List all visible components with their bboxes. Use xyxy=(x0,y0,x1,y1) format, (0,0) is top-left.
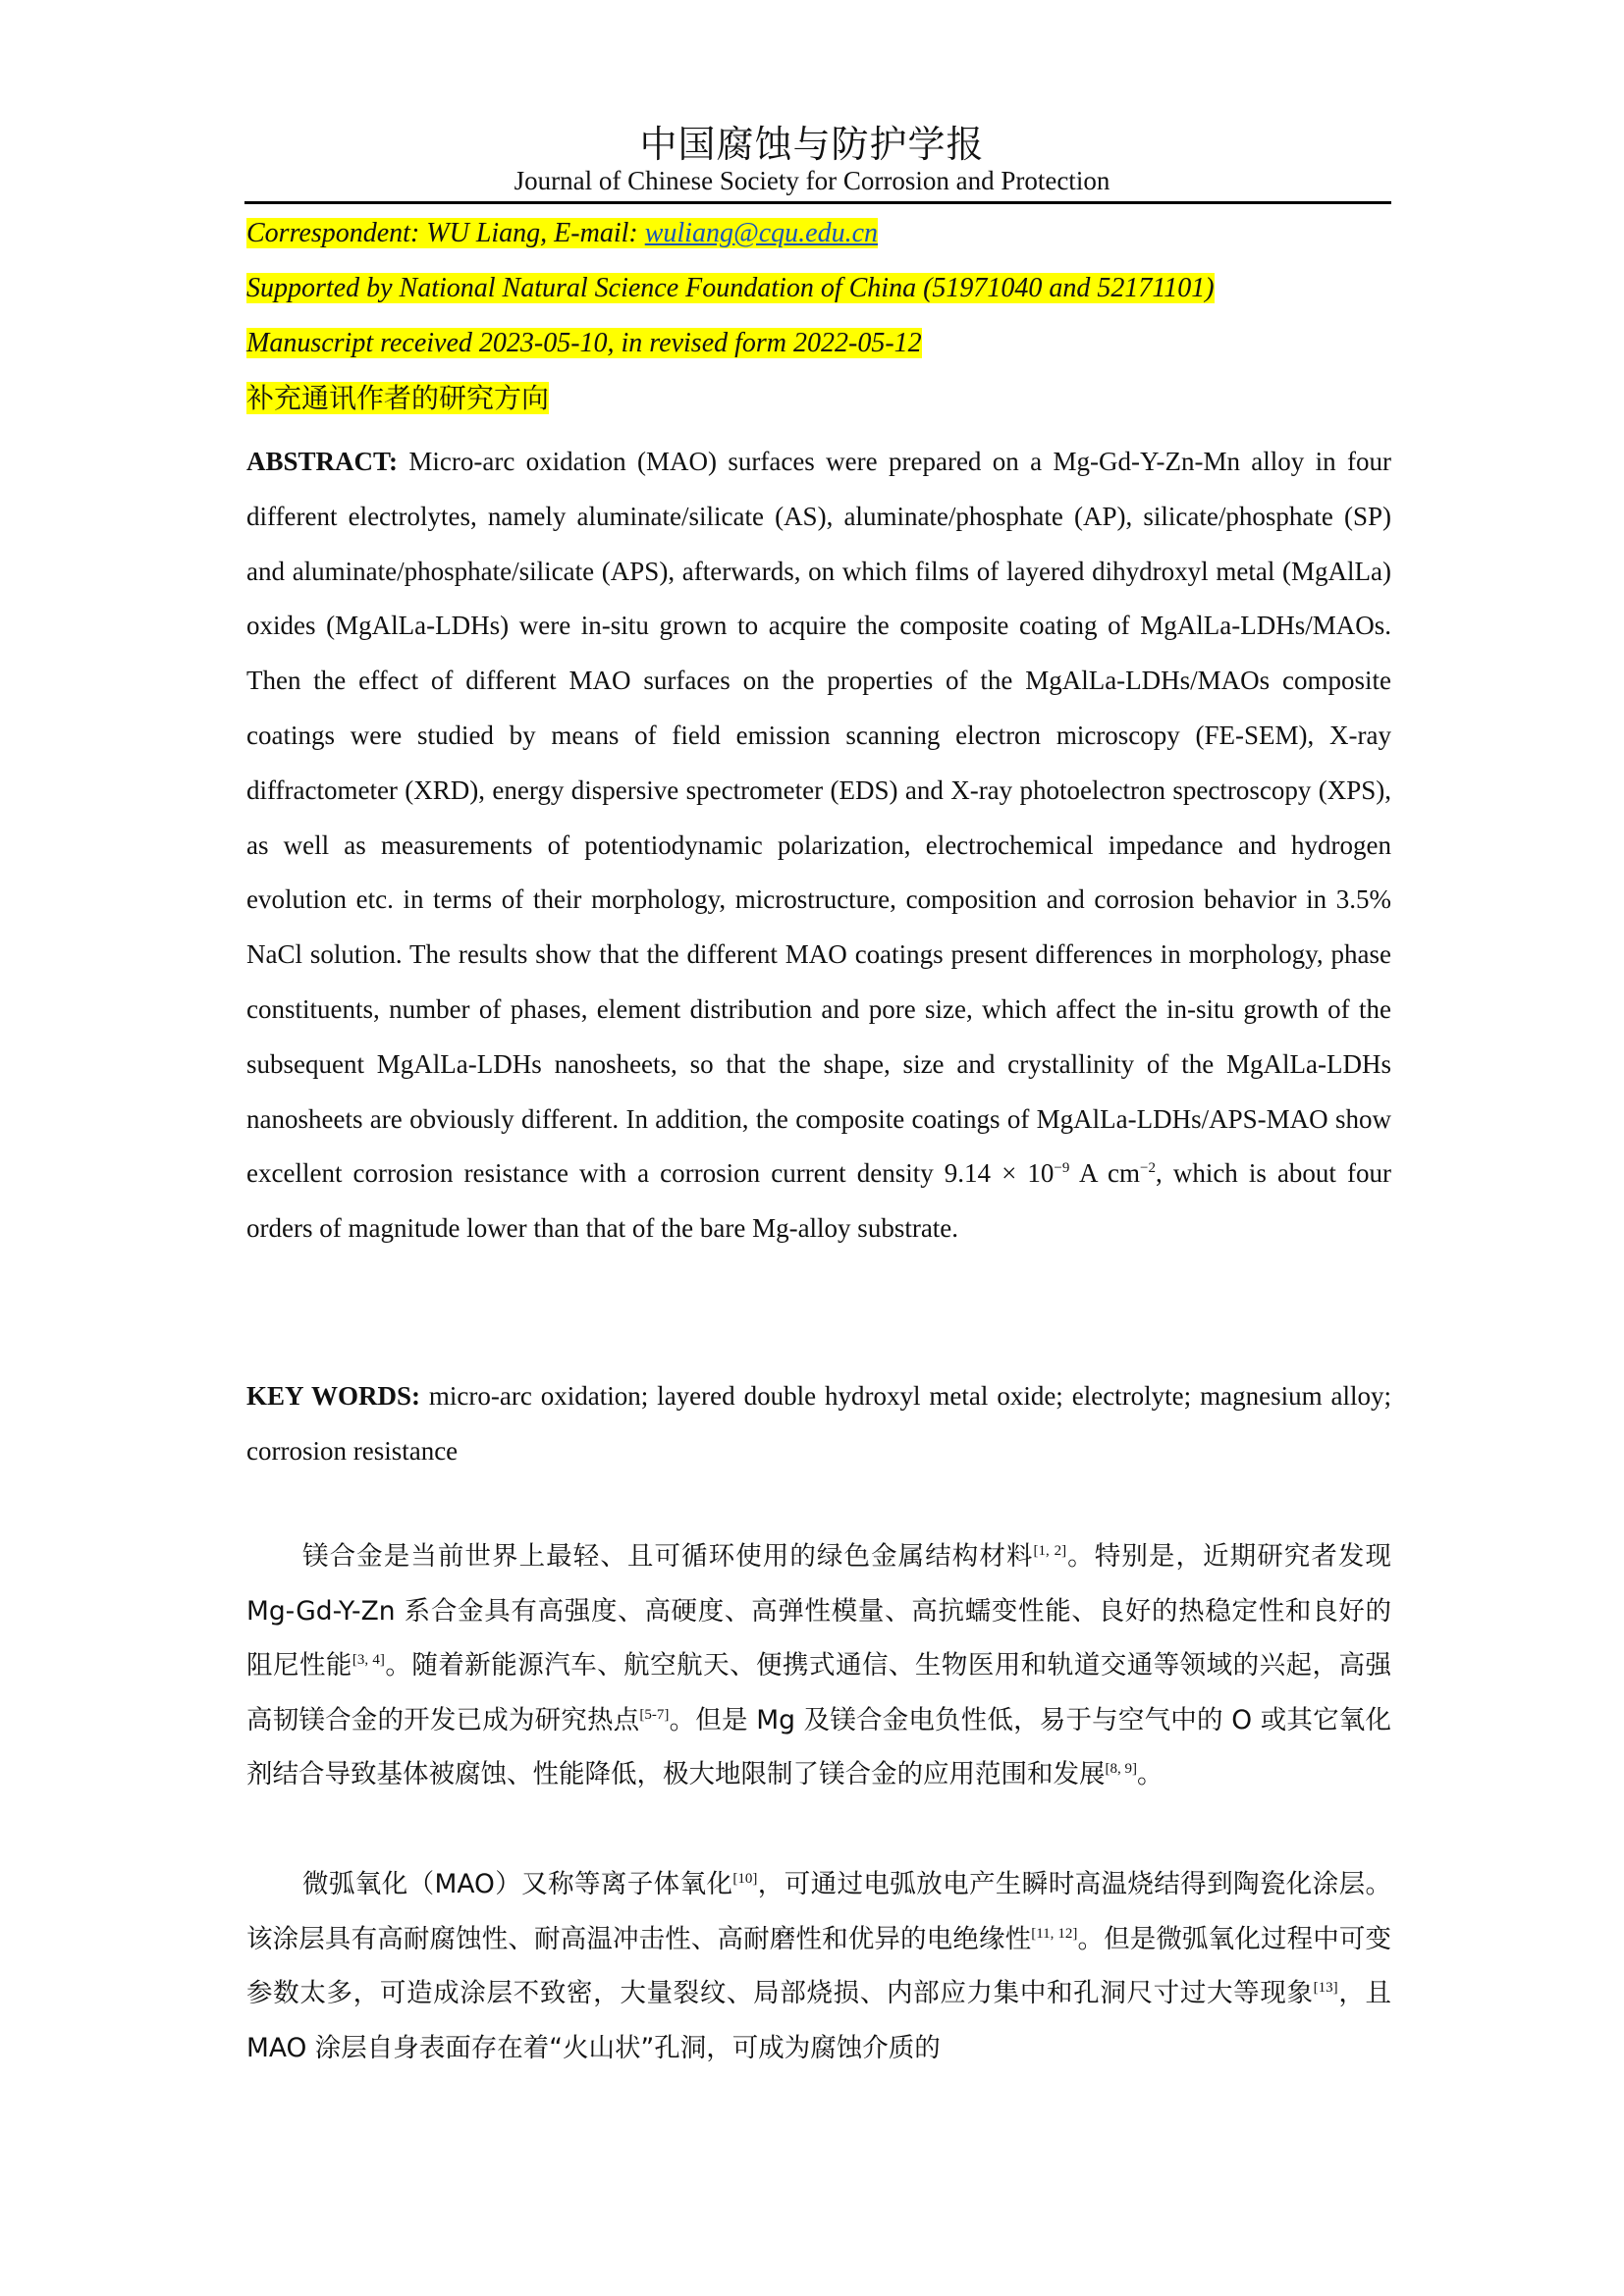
body-text: 。但是微弧氧化过程中可变参数太多，可造成涂层不致密，大量裂纹、局部烧损、内部应力集中和孔洞尺寸过大等现象 xyxy=(246,1923,1392,2008)
keywords-text: micro-arc oxidation; layered double hydroxyl metal oxide; electrolyte; magnesium alloy; corrosion resistance xyxy=(246,1381,1392,1466)
correspondent-email-link[interactable]: wuliang@cqu.edu.cn xyxy=(644,218,878,248)
unit-superscript: −2 xyxy=(1140,1160,1156,1177)
body-text: 。但是 Mg 及镁合金电负性低，易于与空气中的 O 或其它氧化剂结合导致基体被腐蚀、性能降低，极大地限制了镁合金的应用范围和发展 xyxy=(246,1704,1392,1789)
abstract-text-end: , which is about four orders of magnitude lower than that of the bare Mg-alloy substrate. xyxy=(246,1158,1391,1244)
abstract-paragraph xyxy=(246,435,1391,1256)
body-text: 镁合金是当前世界上最轻、且可循环使用的绿色金属结构材料 xyxy=(302,1541,1034,1572)
citation-ref: [13] xyxy=(1313,1980,1338,1997)
keywords-label: KEY WORDS: xyxy=(246,1381,420,1411)
correspondent-label: Correspondent: WU Liang, E-mail: xyxy=(246,218,645,248)
body-paragraph-2 xyxy=(246,1857,1391,2075)
received-line xyxy=(246,326,922,361)
received-text: Manuscript received 2023-05-10, in revised form 2022-05-12 xyxy=(246,328,922,358)
citation-ref: [10] xyxy=(732,1871,758,1888)
body-text: 。特别是，近期研究者发现 Mg-Gd-Y-Zn 系合金具有高强度、高硬度、高弹性模量、高抗蠕变性能、良好的热稳定性和良好的阻尼性能 xyxy=(246,1541,1392,1681)
abstract-label: ABSTRACT: xyxy=(246,447,399,476)
keywords-paragraph xyxy=(246,1368,1391,1478)
journal-title-chinese: 中国腐蚀与防护学报 xyxy=(639,123,985,166)
editor-note-line xyxy=(246,381,549,417)
abstract-unit-text: A cm xyxy=(1069,1158,1141,1189)
citation-ref: [1, 2] xyxy=(1033,1543,1067,1560)
citation-ref: [11, 12] xyxy=(1031,1925,1078,1942)
body-text: 微弧氧化（MAO）又称等离子体氧化 xyxy=(302,1869,733,1899)
body-paragraph-1 xyxy=(246,1529,1391,1802)
editor-note-text: 补充通讯作者的研究方向 xyxy=(246,382,550,414)
body-text: 。随着新能源汽车、航空航天、便携式通信、生物医用和轨道交通等领域的兴起，高强高韧镁合金的开发已成为研究热点 xyxy=(246,1650,1392,1735)
exponent-superscript: −9 xyxy=(1054,1160,1070,1177)
abstract-text: Micro-arc oxidation (MAO) surfaces were prepared on a Mg-Gd-Y-Zn-Mn alloy in four different electrolytes, namely aluminate/silicate (AS), aluminate/phosphate (AP), silicate/phosphate (SP) and aluminate/phosphate/silicate (APS), afterwards, on which films of layered dihydroxyl metal (MgAlLa) oxides (MgAlLa-LDHs) were in-situ grown to acquire the composite coating of MgAlLa-LDHs/MAOs. Then the effect of different MAO surfaces on the properties of the MgAlLa-LDHs/MAOs composite coatings were studied by means of field emission scanning electron microscopy (FE-SEM), X-ray diffractometer (XRD), energy dispersive spectrometer (EDS) and X-ray photoelectron spectroscopy (XPS), as well as measurements of potentiodynamic polarization, electrochemical impedance and hydrogen evolution etc. in terms of their morphology, microstructure, composition and corrosion behavior in 3.5% NaCl solution. The results show that the different MAO coatings present differences in morphology, phase constituents, number of phases, element distribution and pore size, which affect the in-situ growth of the subsequent MgAlLa-LDHs nanosheets, so that the shape, size and crystallinity of the MgAlLa-LDHs nanosheets are obviously different. In addition, the composite coatings of MgAlLa-LDHs/APS-MAO show excellent corrosion resistance with a corrosion current density 9.14 × 10 xyxy=(246,447,1391,1189)
body-text: ，且 MAO 涂层自身表面存在着“火山状”孔洞，可成为腐蚀介质的 xyxy=(246,1978,1392,2063)
body-text: ，可通过电弧放电产生瞬时高温烧结得到陶瓷化涂层。该涂层具有高耐腐蚀性、耐高温冲击性、高耐磨性和优异的电绝缘性 xyxy=(246,1869,1391,1954)
citation-ref: [8, 9] xyxy=(1105,1761,1137,1778)
citation-ref: [5-7] xyxy=(639,1706,670,1723)
journal-title-english: Journal of Chinese Society for Corrosion and Protection xyxy=(514,166,1110,195)
funding-text: Supported by National Natural Science Foundation of China (51971040 and 52171101) xyxy=(246,273,1215,303)
header-rule xyxy=(244,201,1391,204)
correspondent-line xyxy=(246,216,878,251)
citation-ref: [3, 4] xyxy=(352,1652,385,1669)
funding-line xyxy=(246,271,1215,306)
body-text: 。 xyxy=(1137,1759,1164,1789)
